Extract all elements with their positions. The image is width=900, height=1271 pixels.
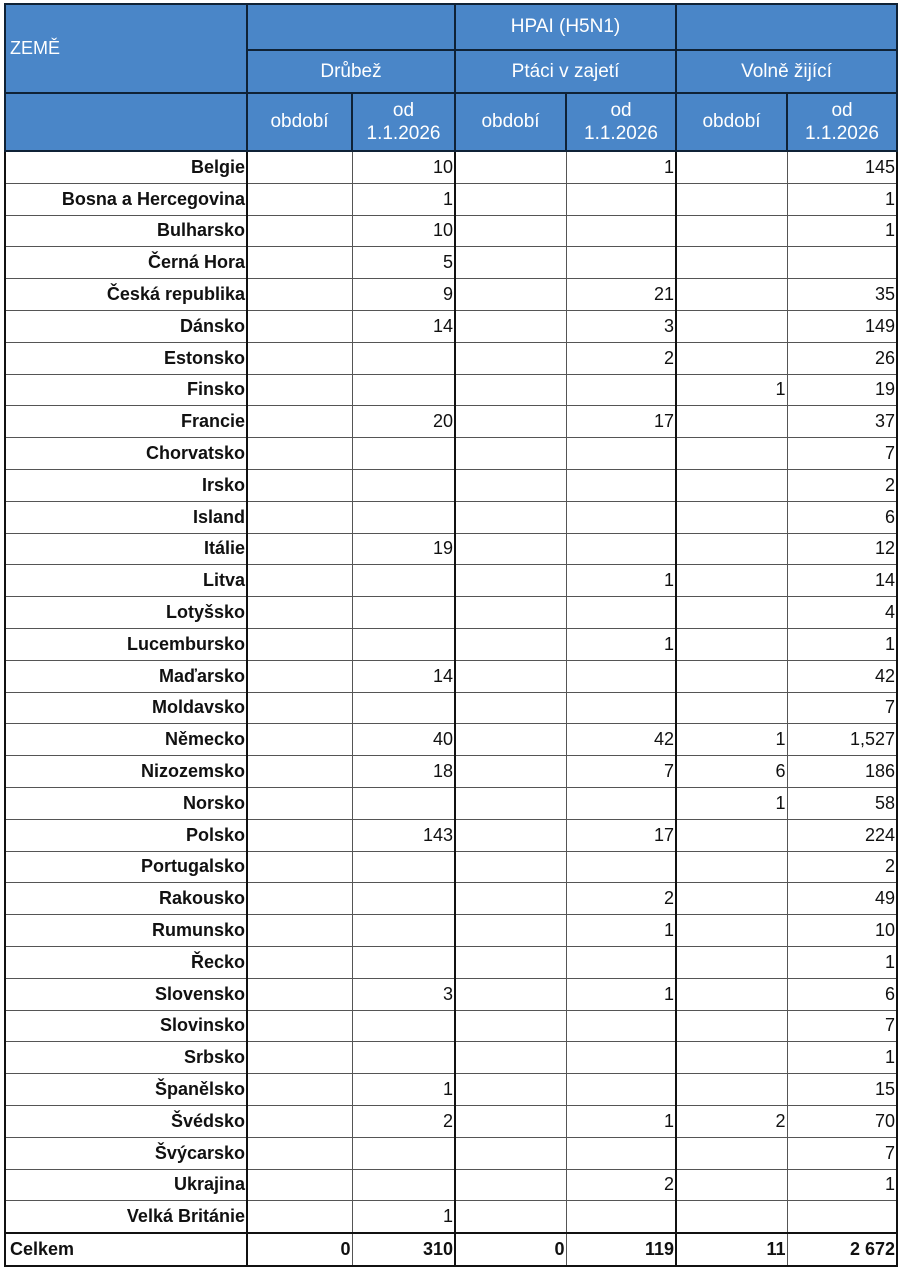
- total-row: [5, 1233, 897, 1266]
- table-row: [5, 883, 897, 915]
- category-header-wild-birds: Volně žijící: [676, 50, 897, 93]
- total-value-cell: 119: [566, 1233, 676, 1266]
- value-cell: [676, 597, 787, 629]
- table-row: [5, 819, 897, 851]
- table-row: [5, 151, 897, 183]
- value-cell: 15: [787, 1074, 897, 1106]
- value-cell: [247, 756, 352, 788]
- value-cell: [455, 946, 566, 978]
- table-row: [5, 342, 897, 374]
- value-cell: [247, 1169, 352, 1201]
- value-cell: [455, 1201, 566, 1233]
- value-cell: [455, 183, 566, 215]
- total-value-cell: 2 672: [787, 1233, 897, 1266]
- value-cell: [247, 183, 352, 215]
- value-cell: 17: [566, 819, 676, 851]
- value-cell: [352, 342, 455, 374]
- country-name: Nizozemsko: [5, 756, 247, 788]
- value-cell: 7: [787, 1010, 897, 1042]
- country-name: Česká republika: [5, 279, 247, 311]
- empty-header-cell: [247, 4, 455, 50]
- value-cell: 18: [352, 756, 455, 788]
- value-cell: [352, 1169, 455, 1201]
- value-cell: [352, 438, 455, 470]
- value-cell: [247, 533, 352, 565]
- value-cell: [247, 883, 352, 915]
- value-cell: [352, 1042, 455, 1074]
- value-cell: [247, 1201, 352, 1233]
- value-cell: 2: [787, 851, 897, 883]
- value-cell: [676, 660, 787, 692]
- value-cell: [455, 310, 566, 342]
- value-cell: [676, 692, 787, 724]
- value-cell: 20: [352, 406, 455, 438]
- value-cell: [676, 628, 787, 660]
- value-cell: [352, 565, 455, 597]
- country-name: Srbsko: [5, 1042, 247, 1074]
- table-row: [5, 279, 897, 311]
- country-name: Slovinsko: [5, 1010, 247, 1042]
- value-cell: 14: [787, 565, 897, 597]
- value-cell: [566, 1201, 676, 1233]
- value-cell: [352, 915, 455, 947]
- value-cell: 1: [787, 183, 897, 215]
- value-cell: [247, 374, 352, 406]
- value-cell: 10: [352, 151, 455, 183]
- country-name: Španělsko: [5, 1074, 247, 1106]
- value-cell: [247, 851, 352, 883]
- value-cell: 2: [352, 1105, 455, 1137]
- value-cell: [455, 915, 566, 947]
- value-cell: [566, 597, 676, 629]
- value-cell: 2: [566, 883, 676, 915]
- table-row: [5, 215, 897, 247]
- country-name: Dánsko: [5, 310, 247, 342]
- value-cell: [676, 533, 787, 565]
- table-row: [5, 565, 897, 597]
- value-cell: 143: [352, 819, 455, 851]
- table-row: [5, 692, 897, 724]
- since-date-header: od 1.1.2026: [352, 93, 455, 151]
- value-cell: [676, 1137, 787, 1169]
- value-cell: [455, 247, 566, 279]
- country-name: Rumunsko: [5, 915, 247, 947]
- value-cell: [455, 438, 566, 470]
- value-cell: 186: [787, 756, 897, 788]
- country-name: Velká Británie: [5, 1201, 247, 1233]
- country-name: Finsko: [5, 374, 247, 406]
- value-cell: [676, 915, 787, 947]
- table-row: [5, 1074, 897, 1106]
- value-cell: 10: [787, 915, 897, 947]
- value-cell: [247, 501, 352, 533]
- table-row: [5, 1010, 897, 1042]
- value-cell: [566, 469, 676, 501]
- value-cell: 1: [352, 183, 455, 215]
- value-cell: [247, 660, 352, 692]
- value-cell: [566, 946, 676, 978]
- country-name: Německo: [5, 724, 247, 756]
- table-row: [5, 946, 897, 978]
- value-cell: [352, 946, 455, 978]
- value-cell: [787, 1201, 897, 1233]
- value-cell: [455, 756, 566, 788]
- value-cell: 5: [352, 247, 455, 279]
- value-cell: [455, 819, 566, 851]
- value-cell: [247, 1137, 352, 1169]
- value-cell: [455, 565, 566, 597]
- value-cell: 7: [566, 756, 676, 788]
- table-row: [5, 787, 897, 819]
- country-name: Řecko: [5, 946, 247, 978]
- value-cell: [676, 342, 787, 374]
- value-cell: [566, 1010, 676, 1042]
- empty-header-cell: [676, 4, 897, 50]
- value-cell: [352, 1137, 455, 1169]
- value-cell: [566, 438, 676, 470]
- value-cell: [247, 1042, 352, 1074]
- value-cell: 6: [787, 978, 897, 1010]
- table-body: [5, 151, 897, 1266]
- table-row: [5, 915, 897, 947]
- value-cell: [247, 946, 352, 978]
- value-cell: [247, 279, 352, 311]
- value-cell: [247, 438, 352, 470]
- value-cell: [247, 1010, 352, 1042]
- value-cell: [676, 851, 787, 883]
- value-cell: [676, 310, 787, 342]
- table-row: [5, 247, 897, 279]
- value-cell: 4: [787, 597, 897, 629]
- country-name: Francie: [5, 406, 247, 438]
- value-cell: [676, 978, 787, 1010]
- table-row: [5, 1201, 897, 1233]
- total-value-cell: 0: [247, 1233, 352, 1266]
- value-cell: [566, 533, 676, 565]
- country-name: Chorvatsko: [5, 438, 247, 470]
- value-cell: [566, 501, 676, 533]
- country-name: Maďarsko: [5, 660, 247, 692]
- country-name: Lotyšsko: [5, 597, 247, 629]
- table-row: [5, 1137, 897, 1169]
- table-row: [5, 438, 897, 470]
- table-row: [5, 1105, 897, 1137]
- value-cell: 145: [787, 151, 897, 183]
- value-cell: [455, 406, 566, 438]
- value-cell: 42: [566, 724, 676, 756]
- value-cell: 9: [352, 279, 455, 311]
- value-cell: 1: [566, 628, 676, 660]
- value-cell: [455, 1137, 566, 1169]
- country-column-header: ZEMĚ: [5, 4, 247, 93]
- country-name: Švédsko: [5, 1105, 247, 1137]
- value-cell: [676, 946, 787, 978]
- value-cell: [566, 660, 676, 692]
- value-cell: 7: [787, 692, 897, 724]
- value-cell: 1: [352, 1074, 455, 1106]
- value-cell: [566, 247, 676, 279]
- value-cell: 1: [676, 787, 787, 819]
- value-cell: [787, 247, 897, 279]
- value-cell: 40: [352, 724, 455, 756]
- value-cell: 1: [787, 1169, 897, 1201]
- value-cell: [455, 215, 566, 247]
- value-cell: [455, 692, 566, 724]
- value-cell: [455, 597, 566, 629]
- country-name: Bosna a Hercegovina: [5, 183, 247, 215]
- value-cell: [247, 247, 352, 279]
- value-cell: [455, 787, 566, 819]
- table-row: [5, 851, 897, 883]
- value-cell: [676, 1074, 787, 1106]
- value-cell: 17: [566, 406, 676, 438]
- value-cell: 3: [352, 978, 455, 1010]
- value-cell: [247, 819, 352, 851]
- since-date-header: od 1.1.2026: [787, 93, 897, 151]
- country-name: Portugalsko: [5, 851, 247, 883]
- value-cell: [676, 501, 787, 533]
- value-cell: [352, 883, 455, 915]
- value-cell: 2: [566, 342, 676, 374]
- value-cell: [352, 1010, 455, 1042]
- value-cell: [247, 406, 352, 438]
- period-header: období: [455, 93, 566, 151]
- value-cell: 42: [787, 660, 897, 692]
- value-cell: [676, 565, 787, 597]
- value-cell: 1: [787, 946, 897, 978]
- total-label: Celkem: [5, 1233, 247, 1266]
- country-name: Ukrajina: [5, 1169, 247, 1201]
- value-cell: [566, 215, 676, 247]
- table-row: [5, 469, 897, 501]
- table-row: [5, 406, 897, 438]
- value-cell: [566, 851, 676, 883]
- value-cell: [247, 215, 352, 247]
- value-cell: [455, 1074, 566, 1106]
- value-cell: [676, 151, 787, 183]
- value-cell: 2: [787, 469, 897, 501]
- table-row: [5, 597, 897, 629]
- value-cell: 224: [787, 819, 897, 851]
- value-cell: [455, 851, 566, 883]
- value-cell: [676, 1201, 787, 1233]
- value-cell: [676, 1010, 787, 1042]
- value-cell: [455, 1105, 566, 1137]
- value-cell: [247, 565, 352, 597]
- table-row: [5, 183, 897, 215]
- value-cell: 1: [566, 565, 676, 597]
- value-cell: [352, 851, 455, 883]
- value-cell: [455, 628, 566, 660]
- category-header-captive-birds: Ptáci v zajetí: [455, 50, 676, 93]
- total-value-cell: 0: [455, 1233, 566, 1266]
- value-cell: [352, 501, 455, 533]
- period-header: období: [676, 93, 787, 151]
- value-cell: [352, 628, 455, 660]
- value-cell: [566, 183, 676, 215]
- value-cell: 6: [676, 756, 787, 788]
- value-cell: 35: [787, 279, 897, 311]
- value-cell: 70: [787, 1105, 897, 1137]
- value-cell: [566, 692, 676, 724]
- value-cell: 3: [566, 310, 676, 342]
- country-name: Irsko: [5, 469, 247, 501]
- table-row: [5, 1042, 897, 1074]
- value-cell: [352, 374, 455, 406]
- value-cell: 2: [566, 1169, 676, 1201]
- value-cell: [455, 883, 566, 915]
- value-cell: 149: [787, 310, 897, 342]
- value-cell: [247, 1105, 352, 1137]
- value-cell: [352, 787, 455, 819]
- group-title: HPAI (H5N1): [455, 4, 676, 50]
- value-cell: [455, 724, 566, 756]
- total-value-cell: 310: [352, 1233, 455, 1266]
- value-cell: [566, 1074, 676, 1106]
- value-cell: [247, 628, 352, 660]
- value-cell: 58: [787, 787, 897, 819]
- value-cell: [247, 915, 352, 947]
- value-cell: 1: [787, 215, 897, 247]
- value-cell: [455, 342, 566, 374]
- value-cell: [455, 978, 566, 1010]
- hpai-outbreak-table: [4, 3, 898, 1267]
- value-cell: [455, 151, 566, 183]
- value-cell: 1: [566, 978, 676, 1010]
- value-cell: [247, 692, 352, 724]
- value-cell: 19: [787, 374, 897, 406]
- table-row: [5, 533, 897, 565]
- table-row: [5, 1169, 897, 1201]
- country-name: Belgie: [5, 151, 247, 183]
- table-row: [5, 724, 897, 756]
- value-cell: [566, 374, 676, 406]
- value-cell: 26: [787, 342, 897, 374]
- value-cell: 19: [352, 533, 455, 565]
- value-cell: 1: [787, 628, 897, 660]
- value-cell: [676, 215, 787, 247]
- value-cell: [455, 533, 566, 565]
- value-cell: 2: [676, 1105, 787, 1137]
- value-cell: [676, 469, 787, 501]
- value-cell: [455, 279, 566, 311]
- value-cell: 1: [676, 724, 787, 756]
- value-cell: [455, 374, 566, 406]
- value-cell: [247, 787, 352, 819]
- value-cell: [247, 310, 352, 342]
- value-cell: [455, 1169, 566, 1201]
- country-name: Estonsko: [5, 342, 247, 374]
- value-cell: [676, 1042, 787, 1074]
- table-row: [5, 628, 897, 660]
- value-cell: [352, 469, 455, 501]
- empty-header-cell: [5, 93, 247, 151]
- value-cell: [247, 469, 352, 501]
- value-cell: 1: [787, 1042, 897, 1074]
- value-cell: [455, 501, 566, 533]
- value-cell: [247, 597, 352, 629]
- table-row: [5, 660, 897, 692]
- value-cell: [676, 1169, 787, 1201]
- total-value-cell: 11: [676, 1233, 787, 1266]
- value-cell: [676, 438, 787, 470]
- value-cell: [566, 1042, 676, 1074]
- value-cell: [676, 247, 787, 279]
- value-cell: 1: [676, 374, 787, 406]
- value-cell: 1: [352, 1201, 455, 1233]
- value-cell: 1: [566, 151, 676, 183]
- country-name: Rakousko: [5, 883, 247, 915]
- table-row: [5, 310, 897, 342]
- value-cell: [676, 406, 787, 438]
- value-cell: 6: [787, 501, 897, 533]
- value-cell: 49: [787, 883, 897, 915]
- value-cell: [676, 819, 787, 851]
- value-cell: [676, 279, 787, 311]
- value-cell: 1,527: [787, 724, 897, 756]
- value-cell: [352, 692, 455, 724]
- value-cell: 12: [787, 533, 897, 565]
- table-row: [5, 501, 897, 533]
- value-cell: 10: [352, 215, 455, 247]
- since-date-header: od 1.1.2026: [566, 93, 676, 151]
- country-name: Moldavsko: [5, 692, 247, 724]
- country-name: Bulharsko: [5, 215, 247, 247]
- value-cell: [455, 660, 566, 692]
- country-name: Švýcarsko: [5, 1137, 247, 1169]
- value-cell: 14: [352, 310, 455, 342]
- value-cell: [247, 724, 352, 756]
- country-name: Lucembursko: [5, 628, 247, 660]
- country-name: Norsko: [5, 787, 247, 819]
- value-cell: [455, 469, 566, 501]
- value-cell: 1: [566, 915, 676, 947]
- value-cell: [676, 183, 787, 215]
- value-cell: [247, 978, 352, 1010]
- value-cell: 7: [787, 438, 897, 470]
- table-row: [5, 978, 897, 1010]
- table-row: [5, 374, 897, 406]
- value-cell: 14: [352, 660, 455, 692]
- value-cell: [566, 1137, 676, 1169]
- value-cell: [247, 342, 352, 374]
- country-name: Polsko: [5, 819, 247, 851]
- period-header: období: [247, 93, 352, 151]
- value-cell: [352, 597, 455, 629]
- value-cell: 1: [566, 1105, 676, 1137]
- country-name: Slovensko: [5, 978, 247, 1010]
- value-cell: [676, 883, 787, 915]
- table-row: [5, 756, 897, 788]
- country-name: Černá Hora: [5, 247, 247, 279]
- country-name: Island: [5, 501, 247, 533]
- value-cell: [455, 1042, 566, 1074]
- value-cell: 7: [787, 1137, 897, 1169]
- category-header-poultry: Drůbež: [247, 50, 455, 93]
- value-cell: [247, 1074, 352, 1106]
- value-cell: [247, 151, 352, 183]
- value-cell: 21: [566, 279, 676, 311]
- value-cell: 37: [787, 406, 897, 438]
- value-cell: [455, 1010, 566, 1042]
- value-cell: [566, 787, 676, 819]
- country-name: Itálie: [5, 533, 247, 565]
- country-name: Litva: [5, 565, 247, 597]
